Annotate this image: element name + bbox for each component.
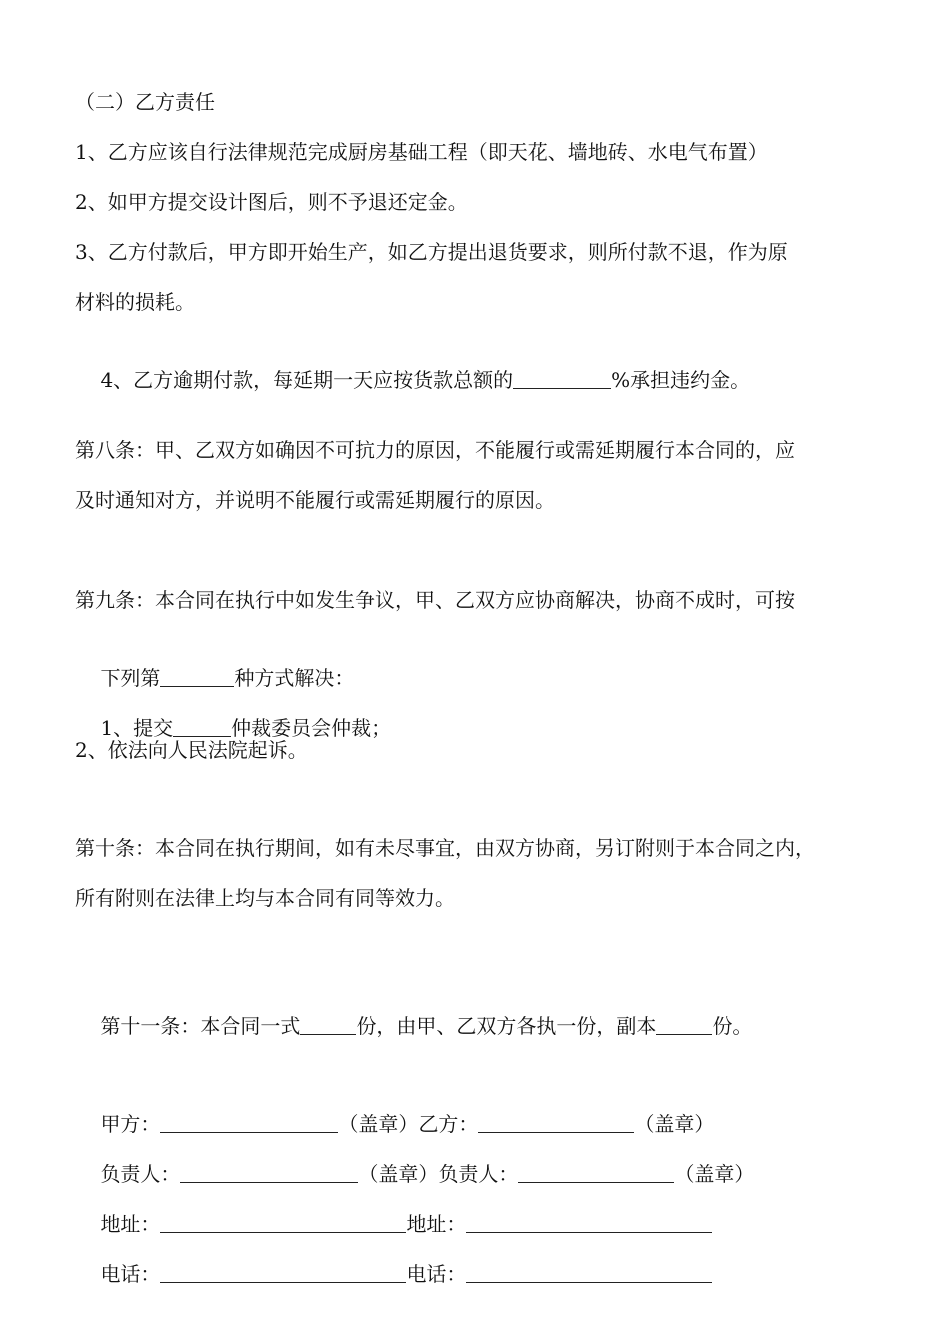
party-b-item-3: 3、乙方付款后，甲方即开始生产，如乙方提出退货要求，则所付款不退，作为原 <box>75 240 788 264</box>
penalty-rate-blank[interactable] <box>513 368 611 389</box>
party-a-rep-label: 负责人： <box>100 1162 181 1186</box>
party-b-seal: （盖章） <box>634 1112 715 1136</box>
party-b-address-label: 地址： <box>406 1212 467 1236</box>
copies-count-blank[interactable] <box>300 1014 356 1035</box>
article-11-mid: 份，由甲、乙双方各执一份，副本 <box>356 1014 657 1038</box>
party-b-rep-label: 负责人： <box>438 1162 519 1186</box>
article-9-suffix: 种方式解决： <box>234 666 355 690</box>
signature-address-line <box>75 1182 712 1236</box>
party-a-seal: （盖章） <box>338 1112 419 1136</box>
item4-prefix: 4、乙方逾期付款，每延期一天应按货款总额的 <box>100 368 514 392</box>
party-a-phone-blank[interactable] <box>160 1262 406 1283</box>
party-b-rep-seal: （盖章） <box>674 1162 755 1186</box>
party-a-address-blank[interactable] <box>160 1212 406 1233</box>
article-8-line-1: 第八条：甲、乙双方如确因不可抗力的原因，不能履行或需延期履行本合同的，应 <box>75 438 795 462</box>
method-choice-blank[interactable] <box>160 666 234 687</box>
party-b-item-2: 2、如甲方提交设计图后，则不予退还定金。 <box>75 190 468 214</box>
article-9-prefix: 下列第 <box>100 666 161 690</box>
option-1-prefix: 1、提交 <box>100 716 174 740</box>
party-b-phone-label: 电话： <box>406 1262 467 1286</box>
article-10-line-1: 第十条：本合同在执行期间，如有未尽事宜，由双方协商，另订附则于本合同之内， <box>75 836 815 860</box>
article-11-prefix: 第十一条：本合同一式 <box>100 1014 301 1038</box>
party-b-label: 乙方： <box>418 1112 479 1136</box>
signature-phone-line <box>75 1232 712 1286</box>
party-b-rep-blank[interactable] <box>518 1162 674 1183</box>
arbitration-committee-blank[interactable] <box>173 716 231 737</box>
party-b-item-4 <box>75 338 751 392</box>
party-a-rep-seal: （盖章） <box>358 1162 439 1186</box>
article-11-suffix: 份。 <box>712 1014 753 1038</box>
article-8-line-2: 及时通知对方，并说明不能履行或需延期履行的原因。 <box>75 488 555 512</box>
party-b-item-1: 1、乙方应该自行法律规范完成厨房基础工程（即天花、墙地砖、水电气布置） <box>75 140 768 164</box>
article-9-line-2 <box>75 636 355 690</box>
article-10-line-2: 所有附则在法律上均与本合同有同等效力。 <box>75 886 455 910</box>
signature-party-line <box>75 1082 715 1136</box>
party-b-blank[interactable] <box>478 1112 634 1133</box>
section-title: （二）乙方责任 <box>75 90 215 114</box>
article-11 <box>75 984 753 1038</box>
party-a-blank[interactable] <box>160 1112 338 1133</box>
article-9-line-1: 第九条：本合同在执行中如发生争议，甲、乙双方应协商解决，协商不成时，可按 <box>75 588 795 612</box>
party-a-rep-blank[interactable] <box>180 1162 358 1183</box>
option-1-suffix: 仲裁委员会仲裁； <box>231 716 392 740</box>
item4-suffix: %承担违约金。 <box>611 368 751 392</box>
party-a-phone-label: 电话： <box>100 1262 161 1286</box>
signature-rep-line <box>75 1132 755 1186</box>
party-a-address-label: 地址： <box>100 1212 161 1236</box>
party-b-item-3-cont: 材料的损耗。 <box>75 290 195 314</box>
duplicate-count-blank[interactable] <box>656 1014 712 1035</box>
article-9-option-2: 2、依法向人民法院起诉。 <box>75 738 308 762</box>
party-b-phone-blank[interactable] <box>466 1262 712 1283</box>
party-b-address-blank[interactable] <box>466 1212 712 1233</box>
party-a-label: 甲方： <box>100 1112 161 1136</box>
article-9-option-1 <box>75 686 392 740</box>
